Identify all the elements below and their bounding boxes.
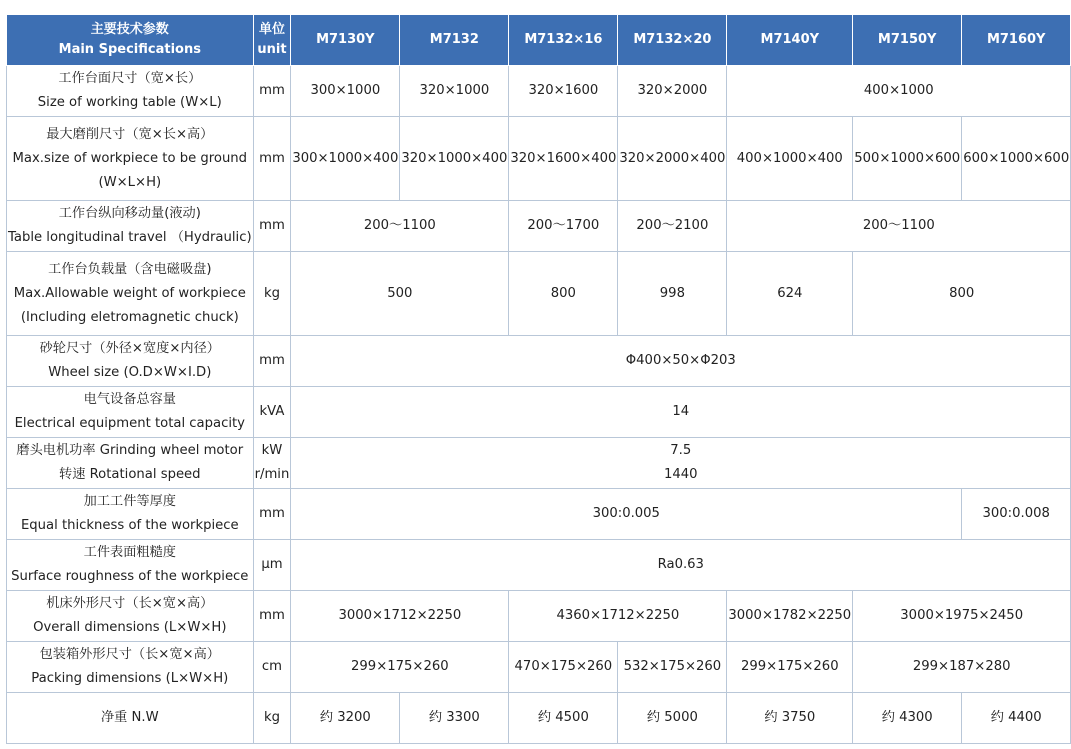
spec-label bbox=[7, 336, 254, 387]
header-spec-en: Main Specifications bbox=[58, 42, 201, 57]
spec-label-en: Wheel size (O.D×W×I.D) bbox=[48, 365, 212, 380]
value-cell: 299×175×260 bbox=[727, 642, 853, 693]
row-thickness bbox=[7, 489, 1071, 540]
value-cell: 200～1100 bbox=[291, 201, 509, 252]
spec-label-cn: 机床外形尺寸（长×宽×高） bbox=[46, 596, 214, 611]
unit-cell: mm bbox=[253, 591, 291, 642]
value-cell: 532×175×260 bbox=[618, 642, 727, 693]
spec-label-en: (Including eletromagnetic chuck) bbox=[20, 309, 239, 325]
spec-label-en: Surface roughness of the workpiece bbox=[11, 569, 249, 584]
value-cell: 约 5000 bbox=[618, 693, 727, 744]
value-cell: 320×1600×400 bbox=[509, 117, 618, 201]
value-cell: Φ400×50×Φ203 bbox=[291, 336, 1071, 387]
value-cell: 300:0.005 bbox=[291, 489, 962, 540]
value-cell: 300×1000×400 bbox=[291, 117, 400, 201]
row-load bbox=[7, 252, 1071, 336]
header-spec-cn: 主要技术参数 bbox=[90, 22, 169, 37]
value-cell: 200～2100 bbox=[618, 201, 727, 252]
spec-label bbox=[7, 438, 254, 489]
spec-label-en: Table longitudinal travel （Hydraulic) bbox=[8, 230, 252, 245]
unit-cell: kg bbox=[253, 693, 291, 744]
header-model: M7132 bbox=[400, 15, 509, 66]
value-cell: 300:0.008 bbox=[962, 489, 1071, 540]
value-cell: 约 4500 bbox=[509, 693, 618, 744]
value-cell: 4360×1712×2250 bbox=[509, 591, 727, 642]
value-cell: 约 4300 bbox=[853, 693, 962, 744]
row-packing bbox=[7, 642, 1071, 693]
value-cell: 800 bbox=[509, 252, 618, 336]
value-cell: 998 bbox=[618, 252, 727, 336]
value-cell: 约 3750 bbox=[727, 693, 853, 744]
unit-rpm: r/min bbox=[254, 467, 290, 482]
header-row bbox=[7, 15, 1071, 66]
spec-label-motor: 磨头电机功率 Grinding wheel motor bbox=[16, 443, 244, 458]
spec-label bbox=[7, 591, 254, 642]
value-cell: 14 bbox=[291, 387, 1071, 438]
unit-cell: kg bbox=[253, 252, 291, 336]
row-roughness bbox=[7, 540, 1071, 591]
value-cell: 500 bbox=[291, 252, 509, 336]
spec-label-cn: 工作台面尺寸（宽×长） bbox=[58, 71, 202, 86]
value-cell: 320×1000×400 bbox=[400, 117, 509, 201]
value-cell: 500×1000×600 bbox=[853, 117, 962, 201]
spec-label-cn: 砂轮尺寸（外径×宽度×内径） bbox=[39, 341, 220, 356]
unit-cell: cm bbox=[253, 642, 291, 693]
header-model: M7150Y bbox=[853, 15, 962, 66]
header-model: M7132×20 bbox=[618, 15, 727, 66]
motor-power-value: 7.5 bbox=[670, 443, 692, 458]
value-cell: 320×2000×400 bbox=[618, 117, 727, 201]
value-cell: 299×187×280 bbox=[853, 642, 1071, 693]
header-model: M7140Y bbox=[727, 15, 853, 66]
value-cell: 约 3300 bbox=[400, 693, 509, 744]
row-overall bbox=[7, 591, 1071, 642]
unit-cell: mm bbox=[253, 489, 291, 540]
row-weight bbox=[7, 693, 1071, 744]
spec-label-en: Equal thickness of the workpiece bbox=[20, 518, 239, 533]
value-cell: 200～1100 bbox=[727, 201, 1071, 252]
spec-label-cn: 工作台纵向移动量(液动) bbox=[58, 206, 201, 221]
spec-label bbox=[7, 489, 254, 540]
value-cell: 3000×1712×2250 bbox=[291, 591, 509, 642]
value-cell: 3000×1975×2450 bbox=[853, 591, 1071, 642]
spec-label-en: Packing dimensions (L×W×H) bbox=[31, 671, 229, 686]
spec-label-cn: 工作台负载量（含电磁吸盘) bbox=[48, 261, 212, 277]
value-cell: 400×1000 bbox=[727, 66, 1071, 117]
value-cell: 300×1000 bbox=[291, 66, 400, 117]
spec-label-en: Max.Allowable weight of workpiece bbox=[13, 285, 246, 301]
value-cell: 800 bbox=[853, 252, 1071, 336]
header-spec bbox=[7, 15, 254, 66]
unit-cell bbox=[253, 438, 291, 489]
value-cell: 299×175×260 bbox=[291, 642, 509, 693]
value-cell bbox=[291, 438, 1071, 489]
header-unit bbox=[253, 15, 291, 66]
header-unit-en: unit bbox=[257, 42, 287, 57]
unit-cell: mm bbox=[253, 201, 291, 252]
unit-cell: μm bbox=[253, 540, 291, 591]
spec-label-en: (W×L×H) bbox=[98, 174, 162, 190]
spec-label-cn: 包装箱外形尺寸（长×宽×高） bbox=[39, 647, 220, 662]
value-cell: 3000×1782×2250 bbox=[727, 591, 853, 642]
unit-cell: mm bbox=[253, 336, 291, 387]
value-cell: 470×175×260 bbox=[509, 642, 618, 693]
spec-label-en: Max.size of workpiece to be ground bbox=[12, 150, 248, 166]
motor-speed-value: 1440 bbox=[663, 467, 698, 482]
spec-table-container bbox=[6, 14, 1071, 744]
spec-label: 净重 N.W bbox=[7, 693, 254, 744]
value-cell: 600×1000×600 bbox=[962, 117, 1071, 201]
header-unit-cn: 单位 bbox=[258, 22, 285, 37]
row-travel bbox=[7, 201, 1071, 252]
row-max-workpiece bbox=[7, 117, 1071, 201]
unit-cell: mm bbox=[253, 66, 291, 117]
value-cell: 320×1600 bbox=[509, 66, 618, 117]
spec-label-speed: 转速 Rotational speed bbox=[59, 467, 201, 482]
value-cell: 约 4400 bbox=[962, 693, 1071, 744]
spec-label bbox=[7, 201, 254, 252]
spec-label-cn: 最大磨削尺寸（宽×长×高） bbox=[46, 126, 214, 142]
spec-label-en: Overall dimensions (L×W×H) bbox=[33, 620, 227, 635]
row-wheel bbox=[7, 336, 1071, 387]
unit-cell: kVA bbox=[253, 387, 291, 438]
value-cell: 320×1000 bbox=[400, 66, 509, 117]
unit-kw: kW bbox=[261, 443, 283, 458]
spec-label bbox=[7, 387, 254, 438]
spec-label-en: Electrical equipment total capacity bbox=[14, 416, 245, 431]
spec-label-cn: 工件表面粗糙度 bbox=[83, 545, 176, 560]
row-motor bbox=[7, 438, 1071, 489]
spec-label-en: Size of working table (W×L) bbox=[37, 95, 222, 110]
value-cell: 约 3200 bbox=[291, 693, 400, 744]
spec-label bbox=[7, 252, 254, 336]
spec-table bbox=[6, 14, 1071, 744]
row-table-size bbox=[7, 66, 1071, 117]
spec-label-cn: 加工工件等厚度 bbox=[83, 494, 176, 509]
row-capacity bbox=[7, 387, 1071, 438]
header-model: M7160Y bbox=[962, 15, 1071, 66]
value-cell: 624 bbox=[727, 252, 853, 336]
spec-label bbox=[7, 642, 254, 693]
spec-label bbox=[7, 66, 254, 117]
spec-label bbox=[7, 117, 254, 201]
value-cell: 200～1700 bbox=[509, 201, 618, 252]
value-cell: Ra0.63 bbox=[291, 540, 1071, 591]
unit-cell: mm bbox=[253, 117, 291, 201]
header-model: M7132×16 bbox=[509, 15, 618, 66]
value-cell: 320×2000 bbox=[618, 66, 727, 117]
header-model: M7130Y bbox=[291, 15, 400, 66]
value-cell: 400×1000×400 bbox=[727, 117, 853, 201]
spec-label-cn: 电气设备总容量 bbox=[83, 392, 176, 407]
spec-label bbox=[7, 540, 254, 591]
